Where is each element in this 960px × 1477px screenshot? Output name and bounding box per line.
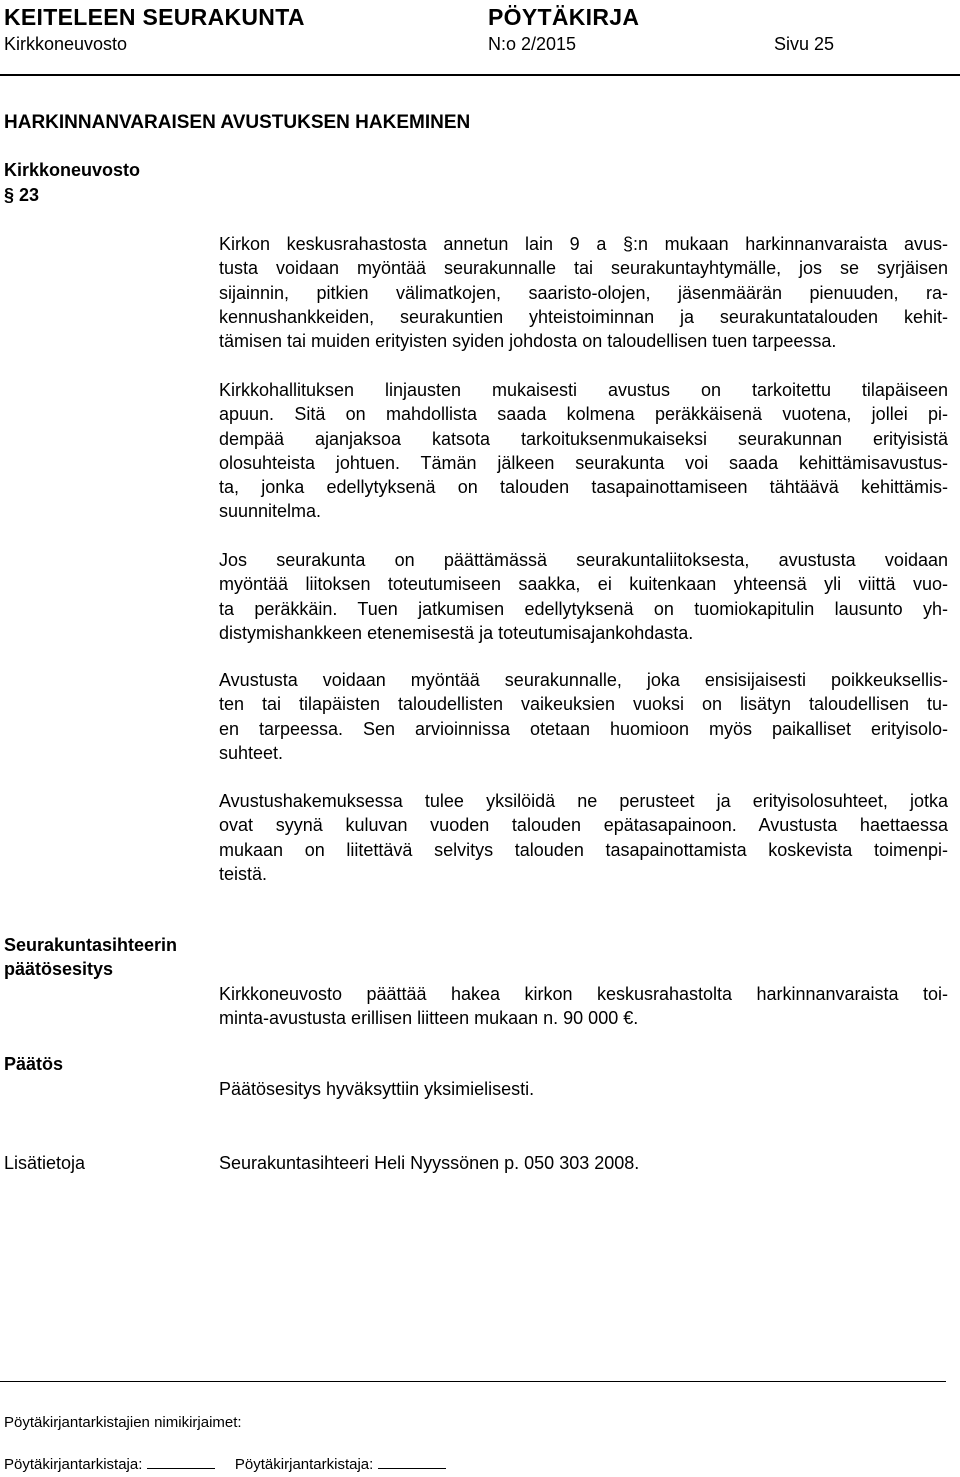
paragraph-5	[219, 789, 948, 886]
checker-1-signature-line	[147, 1454, 215, 1469]
paragraph-1	[219, 232, 948, 353]
text-line: minta-avustusta erillisen liitteen mukaan n. 90 000 €.	[219, 1008, 639, 1029]
text-line: ta peräkkäin. Tuen jatkumisen edellytyksenä on tuomiokapitulin lausunto yh-	[219, 598, 948, 619]
proposal-label	[4, 933, 177, 981]
text-line: dempää ajanjaksoa katsota tarkoituksenmukaiseksi seurakunnan erityisistä	[219, 428, 948, 449]
text-line: Kirkkoneuvosto päättää hakea kirkon keskusrahastolta harkinnanvaraista toi-	[219, 984, 948, 1004]
organization-name: KEITELEEN SEURAKUNTA	[4, 4, 305, 30]
checker-2-label: Pöytäkirjantarkistaja:	[234, 1456, 374, 1473]
text-line: suunnitelma.	[219, 501, 322, 522]
text-line: tusta voidaan myöntää seurakunnalle tai seurakuntayhtymälle, jos se syrjäisen	[219, 258, 948, 279]
meeting-body: Kirkkoneuvosto	[4, 34, 128, 54]
info-label: Lisätietoja	[4, 1153, 86, 1173]
text-line: suhteet.	[219, 742, 284, 763]
header-rule	[0, 74, 960, 76]
initials-label: Pöytäkirjantarkistajien nimikirjaimet:	[4, 1414, 242, 1431]
paragraph-3	[219, 548, 948, 645]
text-line: ten tai tilapäisten taloudellisten vaikeuksien vuoksi on lisätyn taloudellisen tu-	[219, 694, 948, 715]
text-line: tämisen tai muiden erityisten syiden johdosta on taloudellisen tuen tarpeessa.	[219, 331, 837, 352]
text-line: ta, jonka edellytyksenä on talouden tasapainottamiseen tähtäävä kehittämis-	[219, 477, 948, 498]
proposal-label-line1: Seurakuntasihteerin	[4, 935, 178, 955]
info-text: Seurakuntasihteeri Heli Nyyssönen p. 050 303 2008.	[219, 1153, 640, 1173]
text-line: kennushankkeiden, seurakuntien yhteistoiminnan ja seurakuntatalouden kehit-	[219, 306, 948, 327]
paragraph-symbol: §	[4, 185, 15, 205]
text-line: Avustushakemuksessa tulee yksilöidä ne perusteet ja erityisolosuhteet, jotka	[219, 791, 948, 811]
text-line: distymishankkeen etenemisestä ja toteutumisajankohdasta.	[219, 622, 694, 643]
paragraph-number-value: 23	[19, 185, 40, 205]
text-line: apuun. Sitä on mahdollista saada kolmena peräkkäisenä vuotena, jollei pi-	[219, 404, 948, 425]
section-title: HARKINNANVARAISEN AVUSTUKSEN HAKEMINEN	[4, 112, 471, 133]
page-number: Sivu 25	[774, 34, 835, 54]
text-line: sijainnin, pitkien välimatkojen, saaristo-olojen, jäsenmäärän pienuuden, ra-	[219, 282, 948, 303]
text-line: myöntää liitoksen toteutumiseen saakka, ei kuitenkaan yhteensä yli viittä vuo-	[219, 574, 948, 595]
text-line: Kirkkohallituksen linjausten mukaisesti avustus on tarkoitettu tilapäiseen	[219, 380, 948, 400]
decision-text: Päätösesitys hyväksyttiin yksimielisesti.	[219, 1079, 535, 1099]
text-line: Avustusta voidaan myöntää seurakunnalle, joka ensisijaisesti poikkeuksellis-	[219, 670, 948, 690]
paragraph-number	[4, 185, 39, 206]
footer-rule	[0, 1381, 946, 1382]
decision-label: Päätös	[4, 1054, 64, 1074]
proposal-label-line2: päätösesitys	[4, 959, 114, 979]
text-line: Kirkon keskusrahastosta annetun lain 9 a §:n mukaan harkinnanvaraista avus-	[219, 234, 948, 254]
text-line: olosuhteista johtuen. Tämän jälkeen seurakunta voi saada kehittämisavustus-	[219, 452, 948, 473]
text-line: Jos seurakunta on päättämässä seurakuntaliitoksesta, avustusta voidaan	[219, 550, 948, 570]
organ-label: Kirkkoneuvosto	[4, 160, 141, 180]
document-number: N:o 2/2015	[488, 34, 577, 54]
paragraph-2	[219, 378, 948, 524]
paragraph-4	[219, 668, 948, 765]
text-line: ovat syynä kuluvan vuoden talouden epätasapainoon. Avustusta haettaessa	[219, 815, 948, 836]
footer-checkers	[4, 1454, 446, 1473]
checker-1-label: Pöytäkirjantarkistaja:	[4, 1456, 143, 1473]
text-line: mukaan on liitettävä selvitys talouden tasapainottamista koskevista toimenpi-	[219, 839, 948, 860]
document-type: PÖYTÄKIRJA	[488, 4, 640, 30]
text-line: en tarpeessa. Sen arvioinnissa otetaan huomioon myös paikalliset erityisolo-	[219, 718, 948, 739]
proposal-text	[219, 982, 948, 1031]
text-line: teistä.	[219, 863, 268, 884]
checker-2-signature-line	[378, 1454, 446, 1469]
